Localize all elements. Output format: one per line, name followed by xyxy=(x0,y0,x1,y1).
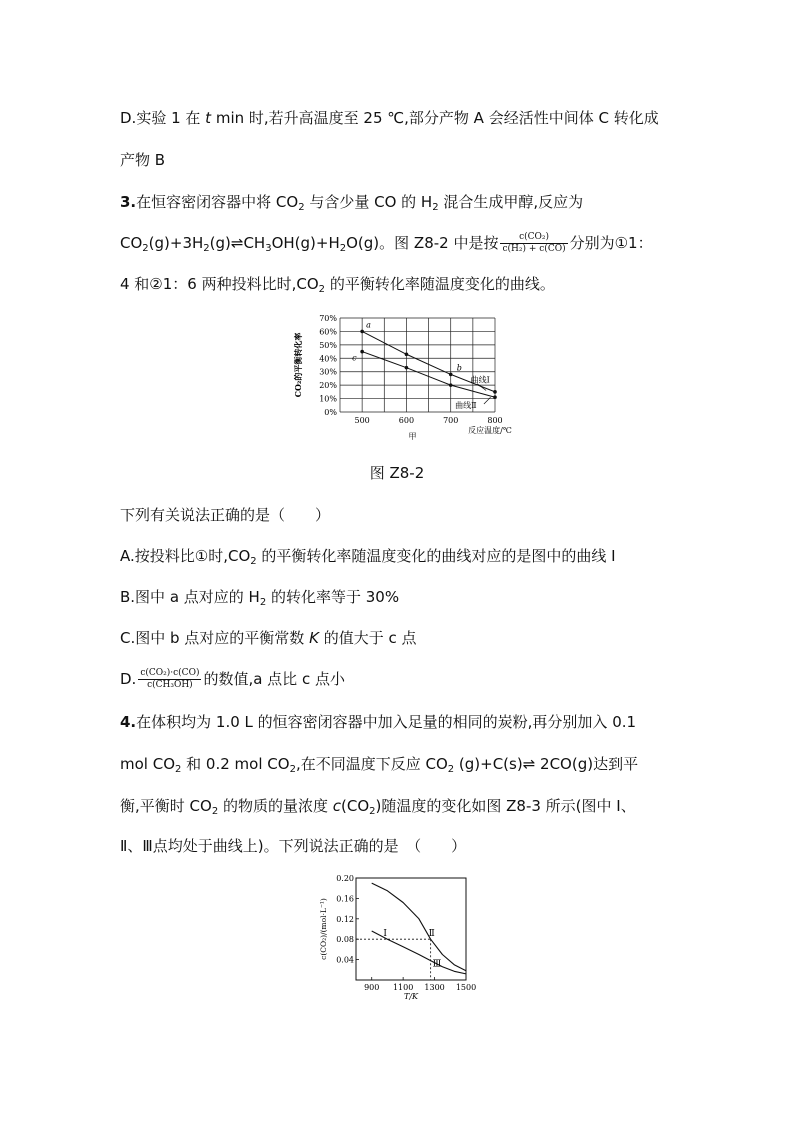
figure-z8-3-chart xyxy=(318,870,488,1005)
point-label-I: Ⅰ xyxy=(383,929,387,940)
series-curve-upper xyxy=(372,883,466,971)
y-tick-label: 0.12 xyxy=(336,914,354,924)
y-tick-label: 70% xyxy=(319,314,337,323)
option-d-fraction: $\frac{\text{c(CO₂)·c(CO)}}{\text{c(CH₃OH)}}$ xyxy=(140,668,200,690)
point-label-II: Ⅱ xyxy=(428,929,435,940)
q3-stem-line3: 4 和②1：6 两种投料比时$,CO_2$ 的平衡转化率随温度变化的曲线。 xyxy=(120,275,555,295)
x-tick-label: 500 xyxy=(354,416,370,425)
y-tick-label: 0.04 xyxy=(336,955,354,965)
x-tick-label: 1500 xyxy=(455,983,477,992)
point-label-III: Ⅲ xyxy=(432,959,442,970)
figure-z8-2-caption: 图 Z8-2 xyxy=(369,464,425,482)
q3-option-c: C.图中 b 点对应的平衡常数 K 的值大于 c 点 xyxy=(120,629,417,647)
x-tick-label: 700 xyxy=(443,416,459,425)
data-point xyxy=(360,330,364,334)
q3-option-b: B.图中 a 点对应的 $H_2$ 的转化率等于 30% xyxy=(120,588,400,608)
x-axis-label: 反应温度/℃ xyxy=(468,426,512,435)
y-tick-label: 40% xyxy=(319,354,337,364)
y-axis-label: c(CO₂)/(mol·L⁻¹) xyxy=(319,898,328,960)
y-axis-label: CO₂的平衡转化率 xyxy=(293,332,303,398)
point-label-a: a xyxy=(366,320,371,330)
x-tick-label: 800 xyxy=(487,416,503,425)
data-point xyxy=(449,383,453,387)
prev-option-d-line1: D.实验 1 在 t min 时,若升高温度至 25 ℃,部分产物 A 会经活性中间体 C 转化成 xyxy=(120,109,659,127)
prev-option-d-line2: 产物 B xyxy=(120,151,166,169)
data-point xyxy=(493,395,497,399)
point-label-b: b xyxy=(456,363,462,373)
chart-title: 甲 xyxy=(408,432,417,440)
y-tick-label: 0.08 xyxy=(336,935,354,945)
data-point xyxy=(405,352,409,356)
plot-frame xyxy=(356,878,466,980)
q4-stem-line1: 4.在体积均为 1.0 L 的恒容密闭容器中加入足量的相同的炭粉,再分别加入 0.1 xyxy=(120,713,637,731)
q3-stem-line2: $CO_2(g)+3H_2(g)\rightleftharpoons CH_3OH(g)+H_2O(g)$。图 Z8-2 中是按 $\frac{\text{c(CO₂)}}{\text{c(H₂) + c(CO)}}$ 分别为①1： xyxy=(120,232,653,254)
y-tick-label: 0.20 xyxy=(336,874,354,883)
y-tick-label: 0.16 xyxy=(336,894,354,904)
q4-stem-line3: 衡,平衡时 $CO_2$ 的物质的量浓度 $c(CO_2)$随温度的变化如图 Z8-3 所示(图中 Ⅰ、 xyxy=(120,797,636,817)
y-tick-label: 30% xyxy=(319,367,337,377)
data-point xyxy=(493,390,497,394)
q4-stem-line2: mol $CO_2$ 和 0.2 mol $CO_2$,在不同温度下反应 $CO_2$ (g)+C(s)⇌ 2CO(g)达到平 xyxy=(120,755,639,775)
series-label: 曲线Ⅰ xyxy=(470,375,490,385)
x-tick-label: 600 xyxy=(398,416,415,425)
figure-z8-2-chart xyxy=(290,310,520,440)
point-label-c: c xyxy=(352,353,357,363)
q3-stem-line1: 3.在恒容密闭容器中将 $CO_2$ 与含少量 CO 的 $H_2$ 混合生成甲醇,反应为 xyxy=(120,193,584,213)
y-tick-label: 50% xyxy=(319,340,337,350)
q3-prompt: 下列有关说法正确的是（ ） xyxy=(120,506,331,524)
y-tick-label: 10% xyxy=(319,394,337,404)
y-tick-label: 20% xyxy=(319,381,337,391)
x-tick-label: 1100 xyxy=(392,983,414,992)
q3-option-d: D. $\frac{\text{c(CO₂)·c(CO)}}{\text{c(CH₃OH)}}$ 的数值,a 点比 c 点小 xyxy=(120,668,345,690)
series-label: 曲线Ⅱ xyxy=(455,400,477,410)
y-tick-label: 0% xyxy=(324,408,337,417)
x-tick-label: 1300 xyxy=(424,983,445,992)
x-tick-label: 900 xyxy=(364,983,380,992)
y-tick-label: 60% xyxy=(319,327,337,337)
x-axis-label: T/K xyxy=(403,992,419,1001)
data-point xyxy=(449,373,453,377)
q3-option-a: A.按投料比①时$,CO_2$ 的平衡转化率随温度变化的曲线对应的是图中的曲线 Ⅰ xyxy=(120,547,616,567)
q4-stem-line4: Ⅱ、Ⅲ点均处于曲线上)。下列说法正确的是 （ ） xyxy=(120,837,467,855)
data-point xyxy=(405,366,409,370)
feed-ratio-fraction: $\frac{\text{c(CO₂)}}{\text{c(H₂) + c(CO)}}$ xyxy=(502,232,566,254)
data-point xyxy=(360,350,364,354)
